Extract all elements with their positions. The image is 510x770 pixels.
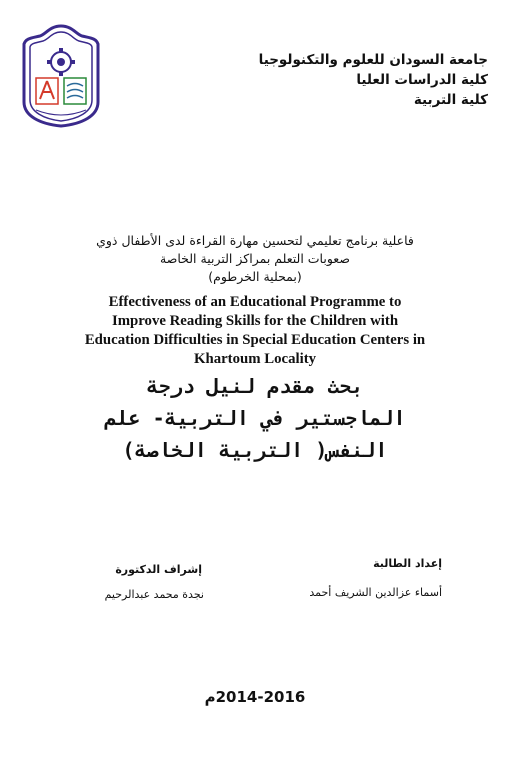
arabic-title-line-1: فاعلية برنامج تعليمي لتحسين مهارة القراءة لدى الأطفال ذوي (96, 233, 414, 248)
english-title-line-4: Khartoum Locality (193, 351, 317, 367)
arabic-title (60, 232, 450, 286)
education-college-name: كلية التربية (413, 92, 488, 108)
arabic-title-line-3: (بمحلية الخرطوم) (208, 269, 302, 284)
academic-year: 2014-2016م (204, 688, 306, 706)
supervisor-name: نجدة محمد عبدالرحيم (104, 588, 204, 601)
student-name: أسماء عزالدين الشريف أحمد (309, 586, 442, 599)
english-title-line-1: Effectiveness of an Educational Programme to (108, 294, 402, 310)
university-logo-icon (20, 24, 102, 128)
graduate-college-name: كلية الدراسات العليا (356, 72, 488, 88)
degree-statement (40, 370, 470, 466)
degree-line-3: النفس( التربية الخاصة) (122, 438, 388, 462)
arabic-title-line-2: صعوبات التعلم بمراكز التربية الخاصة (160, 251, 350, 266)
degree-line-2: الماجستير في التربية- علم (104, 406, 406, 430)
english-title-line-2: Improve Reading Skills for the Children with (111, 313, 399, 329)
english-title-line-3: Education Difficulties in Special Education Centers in (84, 332, 426, 348)
university-name: جامعة السودان للعلوم والتكنولوجيا (258, 52, 488, 68)
student-label: إعداد الطالبة (373, 557, 442, 570)
university-header (188, 50, 488, 110)
supervisor-label: إشراف الدكتورة (115, 563, 202, 576)
english-title (30, 293, 480, 369)
degree-line-1: بحث مقدم لنيل درجة (146, 374, 364, 398)
